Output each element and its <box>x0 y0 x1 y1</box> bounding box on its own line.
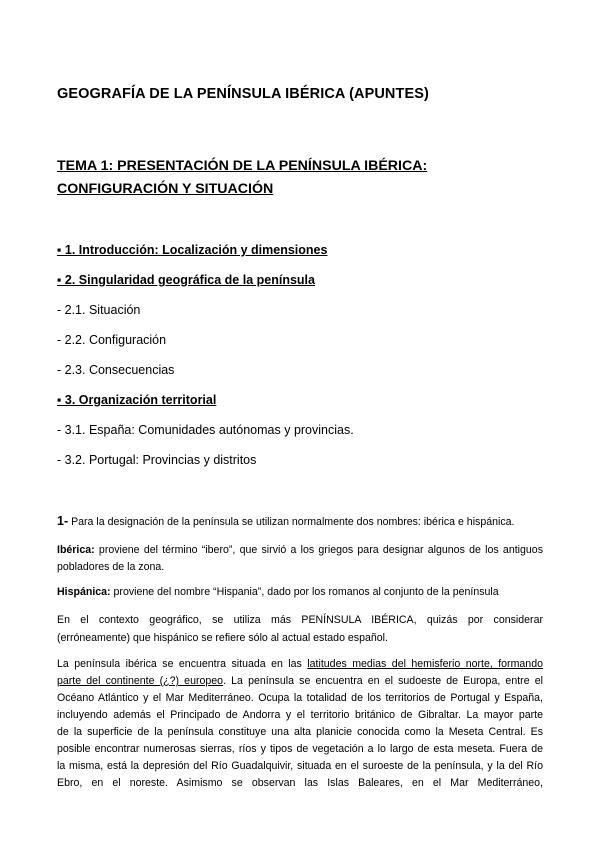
toc-item-2-1: - 2.1. Situación <box>57 303 141 317</box>
paragraph-hispanica: Hispánica: proviene del nombre “Hispania”, dado por los romanos al conjunto de la península <box>57 586 499 598</box>
paragraph-situacion-line5: de la superficie de la península constituye una alta planicie conocida como la Meseta Central. Es <box>57 726 543 738</box>
paragraph-number: 1- <box>57 514 69 528</box>
paragraph-contexto-line1: En el contexto geográfico, se utiliza más PENÍNSULA IBÉRICA, quizás por considerar <box>57 614 543 626</box>
document-title: GEOGRAFÍA DE LA PENÍNSULA IBÉRICA (APUNTES) <box>57 86 429 102</box>
toc-item-2: ▪ 2. Singularidad geográfica de la península <box>57 273 315 287</box>
underlined-latitudes: latitudes medias del hemisferio norte, formando <box>307 658 543 670</box>
paragraph-iberica: Ibérica: proviene del término “ibero”, que sirvió a los griegos para designar algunos de los antiguos pobladores de la zona. <box>57 544 543 573</box>
term-iberica: Ibérica: <box>57 544 95 556</box>
paragraph-situacion-line7: la misma, está la depresión del Río Guadalquivir, situada en el suroeste de la península, y la del Río <box>57 760 543 772</box>
toc-item-3-1: - 3.1. España: Comunidades autónomas y provincias. <box>57 423 354 437</box>
paragraph-situacion-line4: incluyendo además el Principado de Andorra y el territorio británico de Gibraltar. La mayor parte <box>57 709 543 721</box>
toc-item-3-2: - 3.2. Portugal: Provincias y distritos <box>57 453 257 467</box>
toc-item-3: ▪ 3. Organización territorial <box>57 393 217 407</box>
toc-item-2-3: - 2.3. Consecuencias <box>57 363 175 377</box>
underlined-continente: parte del continente (¿?) europeo <box>57 675 224 687</box>
term-hispanica: Hispánica: <box>57 586 111 598</box>
paragraph-situacion-line2: parte del continente (¿?) europeo. La península se encuentra en el sudoeste de Europa, entre el <box>57 675 543 687</box>
paragraph-situacion-line3: Océano Atlántico y el Mar Mediterráneo. Ocupa la totalidad de los territorios de Portugal y España, <box>57 692 543 704</box>
paragraph-situacion-line6: posible encontrar numerosas sierras, ríos y tipos de vegetación a lo largo de esta meseta. Fuera de <box>57 743 543 755</box>
toc-item-2-2: - 2.2. Configuración <box>57 333 167 347</box>
toc-item-1: ▪ 1. Introducción: Localización y dimensiones <box>57 243 328 257</box>
paragraph-designacion: 1- Para la designación de la península se utilizan normalmente dos nombres: ibérica e hispánica. <box>57 514 515 528</box>
paragraph-situacion-line8: Ebro, en el noreste. Asimismo se observan las Islas Baleares, en el Mar Mediterráneo, <box>57 777 543 789</box>
paragraph-situacion-line1: La península ibérica se encuentra situada en las latitudes medias del hemisferio norte, formando <box>57 658 543 670</box>
paragraph-contexto-line2: (erróneamente) que hispánico se refiere sólo al actual estado español. <box>57 632 388 644</box>
section-heading: TEMA 1: PRESENTACIÓN DE LA PENÍNSULA IBÉRICA: CONFIGURACIÓN Y SITUACIÓN <box>57 158 428 197</box>
